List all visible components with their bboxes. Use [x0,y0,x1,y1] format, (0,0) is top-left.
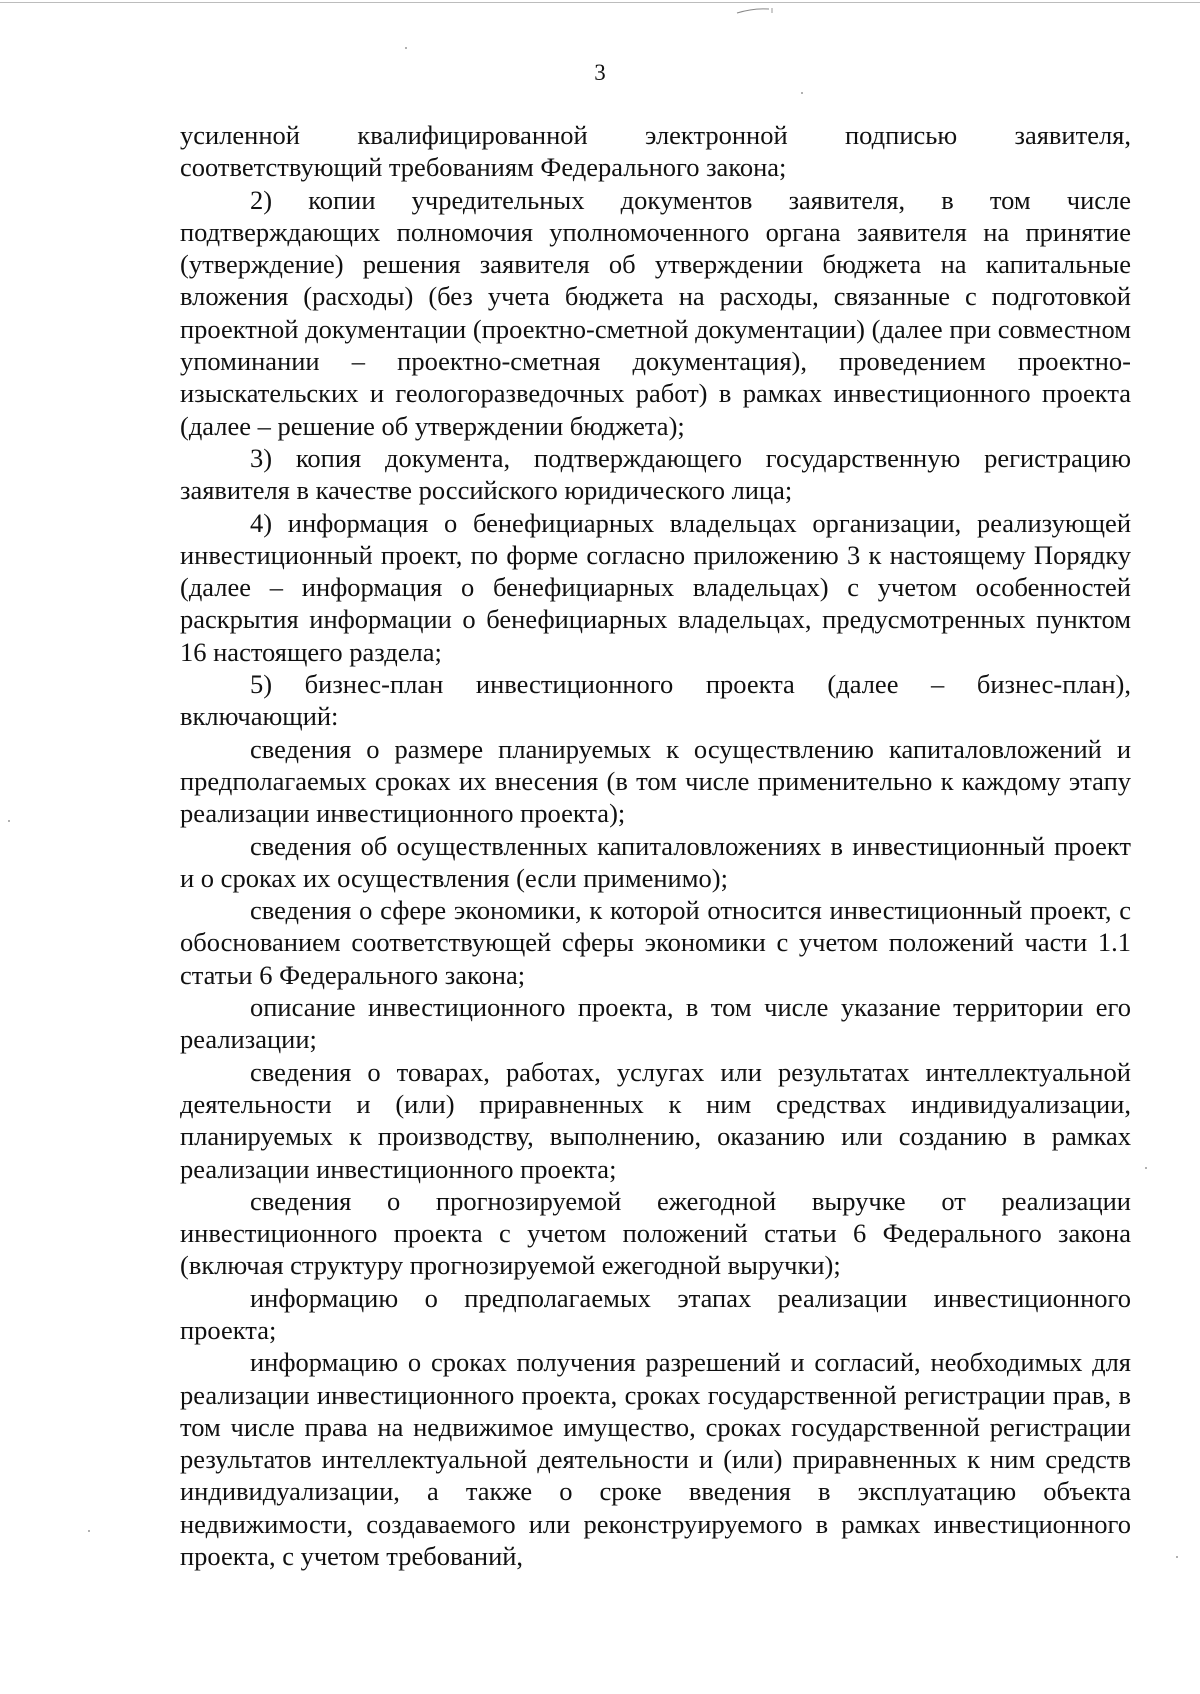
paragraph-continuation: усиленной квалифицированной электронной подписью заявителя, соответствующий требованиям Федерального закона; [180,120,1131,183]
document-body [180,119,1131,1572]
sub-item-goods-services: сведения о товарах, работах, услугах или результатах интеллектуальной деятельности и (или) приравненных к ним средствах индивидуализации, планируемых к производству, выполнению, оказанию или созданию в рамках реализации инвестиционного проекта; [180,1056,1131,1184]
scan-speck [8,820,10,822]
sub-item-permits: информацию о сроках получения разрешений и согласий, необходимых для реализации инвестиционного проекта, сроках государственной регистрации прав, в том числе права на недвижимое имущество, сроках государственной регистрации результатов интеллектуальной деятельности и (или) приравненных к ним средств индивидуализации, а также о сроке введения в эксплуатацию объекта недвижимости, создаваемого или реконструируемого в рамках инвестиционного проекта, с учетом требований, [180,1347,1131,1572]
list-item-4: 4) информация о бенефициарных владельцах организации, реализующей инвестиционный проект, по форме согласно приложению 3 к настоящему Порядку (далее – информация о бенефициарных владельцах) с учетом особенностей раскрытия информации о бенефициарных владельцах, предусмотренных пунктом 16 настоящего раздела; [180,507,1131,667]
sub-item-stages: информацию о предполагаемых этапах реализации инвестиционного проекта; [180,1282,1131,1345]
scan-speck [1145,1167,1147,1169]
scan-speck [405,47,407,49]
scan-speck [801,92,803,94]
scan-speck [1176,1556,1178,1558]
scan-top-edge [0,2,1200,3]
scan-speck [88,1530,90,1532]
sub-item-revenue: сведения о прогнозируемой ежегодной выручке от реализации инвестиционного проекта с учетом положений статьи 6 Федерального закона (включая структуру прогнозируемой ежегодной выручки); [180,1185,1131,1281]
sub-item-project-description: описание инвестиционного проекта, в том числе указание территории его реализации; [180,992,1131,1055]
scan-mark [735,7,775,15]
list-item-3: 3) копия документа, подтверждающего государственную регистрацию заявителя в качестве российского юридического лица; [180,442,1131,506]
list-item-5: 5) бизнес-план инвестиционного проекта (далее – бизнес-план), включающий: [180,669,1131,732]
sub-item-investments: сведения о размере планируемых к осуществлению капиталовложений и предполагаемых сроках их внесения (в том числе применительно к каждому этапу реализации инвестиционного проекта); [180,733,1131,829]
sub-item-completed-investments: сведения об осуществленных капиталовложениях в инвестиционный проект и о сроках их осуществления (если применимо); [180,830,1131,893]
list-item-2: 2) копии учредительных документов заявителя, в том числе подтверждающих полномочия уполномоченного органа заявителя на принятие (утверждение) решения заявителя об утверждении бюджета на капитальные вложения (расходы) (без учета бюджета на расходы, связанные с подготовкой проектной документации (проектно-сметной документации) (далее при совместном упоминании – проектно-сметная документация), проведением проектно-изыскательских и геологоразведочных работ) в рамках инвестиционного проекта (далее – решение об утверждении бюджета); [180,184,1131,441]
sub-item-economy-sector: сведения о сфере экономики, к которой относится инвестиционный проект, с обоснованием соответствующей сферы экономики с учетом положений части 1.1 статьи 6 Федерального закона; [180,895,1131,990]
page-number: 3 [594,60,606,85]
